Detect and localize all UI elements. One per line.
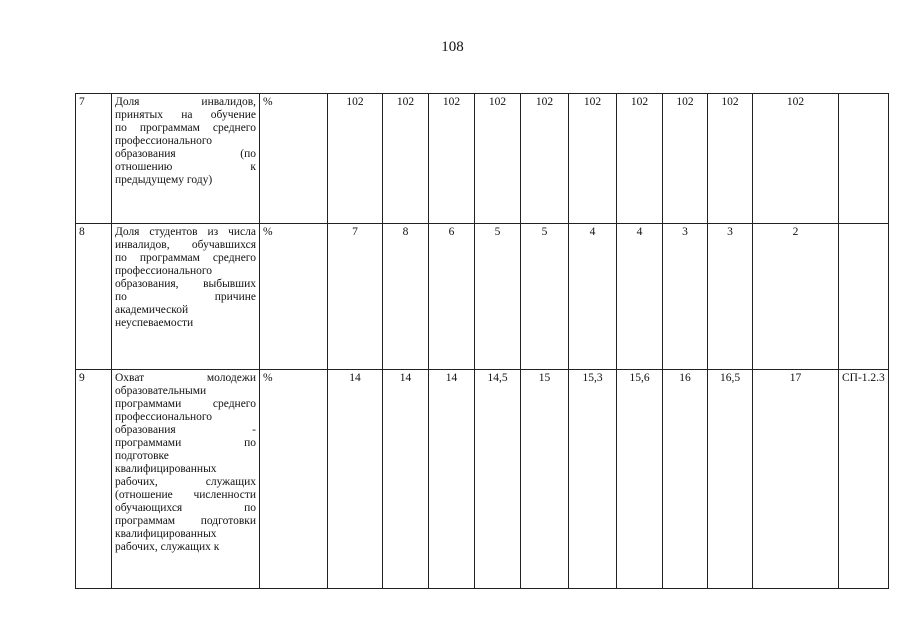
indicator-name-line: образования (по [115,148,256,160]
indicator-name-line: по программам среднего [115,252,256,264]
indicator-name-line: рабочих, служащих к [115,541,220,553]
year-value: 14 [383,370,429,589]
year-value: 16,5 [708,370,753,589]
year-value: 8 [383,224,429,370]
year-value: 4 [569,224,617,370]
indicator-name-line: инвалидов, обучавшихся [115,239,256,251]
indicator-name-line: обучающихся по [115,502,256,514]
indicator-name-line: подготовке [115,450,169,462]
indicator-name-line: профессионального [115,265,213,277]
year-value: 15,6 [617,370,663,589]
year-value: 14 [328,370,383,589]
unit: % [260,370,328,589]
year-value: 102 [328,94,383,224]
indicators-table [75,93,889,589]
indicator-name-line: программам подготовки [115,515,256,527]
year-value: 102 [383,94,429,224]
indicator-name [112,94,260,224]
year-value: 102 [569,94,617,224]
year-value: 15,3 [569,370,617,589]
indicator-name-line: Доля студентов из числа [115,226,256,238]
year-value: 102 [617,94,663,224]
year-value: 4 [617,224,663,370]
indicator-name-line: Доля инвалидов, [115,96,256,108]
year-value: 102 [475,94,521,224]
indicator-name-line: отношению к [115,161,256,173]
year-value: 5 [521,224,569,370]
year-value: 2 [753,224,839,370]
indicator-name-line: образования - [115,424,256,436]
indicator-name-line: по причине [115,291,256,303]
year-value: 102 [429,94,475,224]
row-number: 8 [76,224,112,370]
program-code [839,224,889,370]
indicator-name-line: Охват молодежи [115,372,256,384]
table-row [76,224,889,370]
indicator-name-line: квалифицированных [115,463,217,475]
year-value: 17 [753,370,839,589]
indicator-name [112,370,260,589]
indicator-name-line: принятых на обучение [115,109,256,121]
year-value: 102 [708,94,753,224]
row-number: 9 [76,370,112,589]
year-value: 14 [429,370,475,589]
indicator-name-line: профессионального [115,135,213,147]
program-code: СП-1.2.3 [839,370,889,589]
year-value: 6 [429,224,475,370]
indicator-name-line: (отношение численности [115,489,256,501]
table-row [76,94,889,224]
year-value: 102 [753,94,839,224]
indicator-name [112,224,260,370]
year-value: 102 [521,94,569,224]
year-value: 16 [663,370,708,589]
year-value: 3 [663,224,708,370]
indicator-name-line: квалифицированных [115,528,217,540]
program-code [839,94,889,224]
page-number: 108 [441,39,464,55]
indicator-name-line: неуспеваемости [115,317,194,329]
row-number: 7 [76,94,112,224]
indicator-name-line: профессионального [115,411,213,423]
indicator-name-line: образования, выбывших [115,278,256,290]
unit: % [260,94,328,224]
year-value: 15 [521,370,569,589]
indicator-name-line: рабочих, служащих [115,476,256,488]
unit: % [260,224,328,370]
indicator-name-line: по программам среднего [115,122,256,134]
indicator-name-line: предыдущему году) [115,174,213,186]
indicator-name-line: программами по [115,437,256,449]
indicator-name-line: программами среднего [115,398,256,410]
year-value: 102 [663,94,708,224]
year-value: 3 [708,224,753,370]
year-value: 5 [475,224,521,370]
year-value: 7 [328,224,383,370]
indicator-name-line: образовательными [115,385,207,397]
table-row [76,370,889,589]
year-value: 14,5 [475,370,521,589]
indicator-name-line: академической [115,304,189,316]
